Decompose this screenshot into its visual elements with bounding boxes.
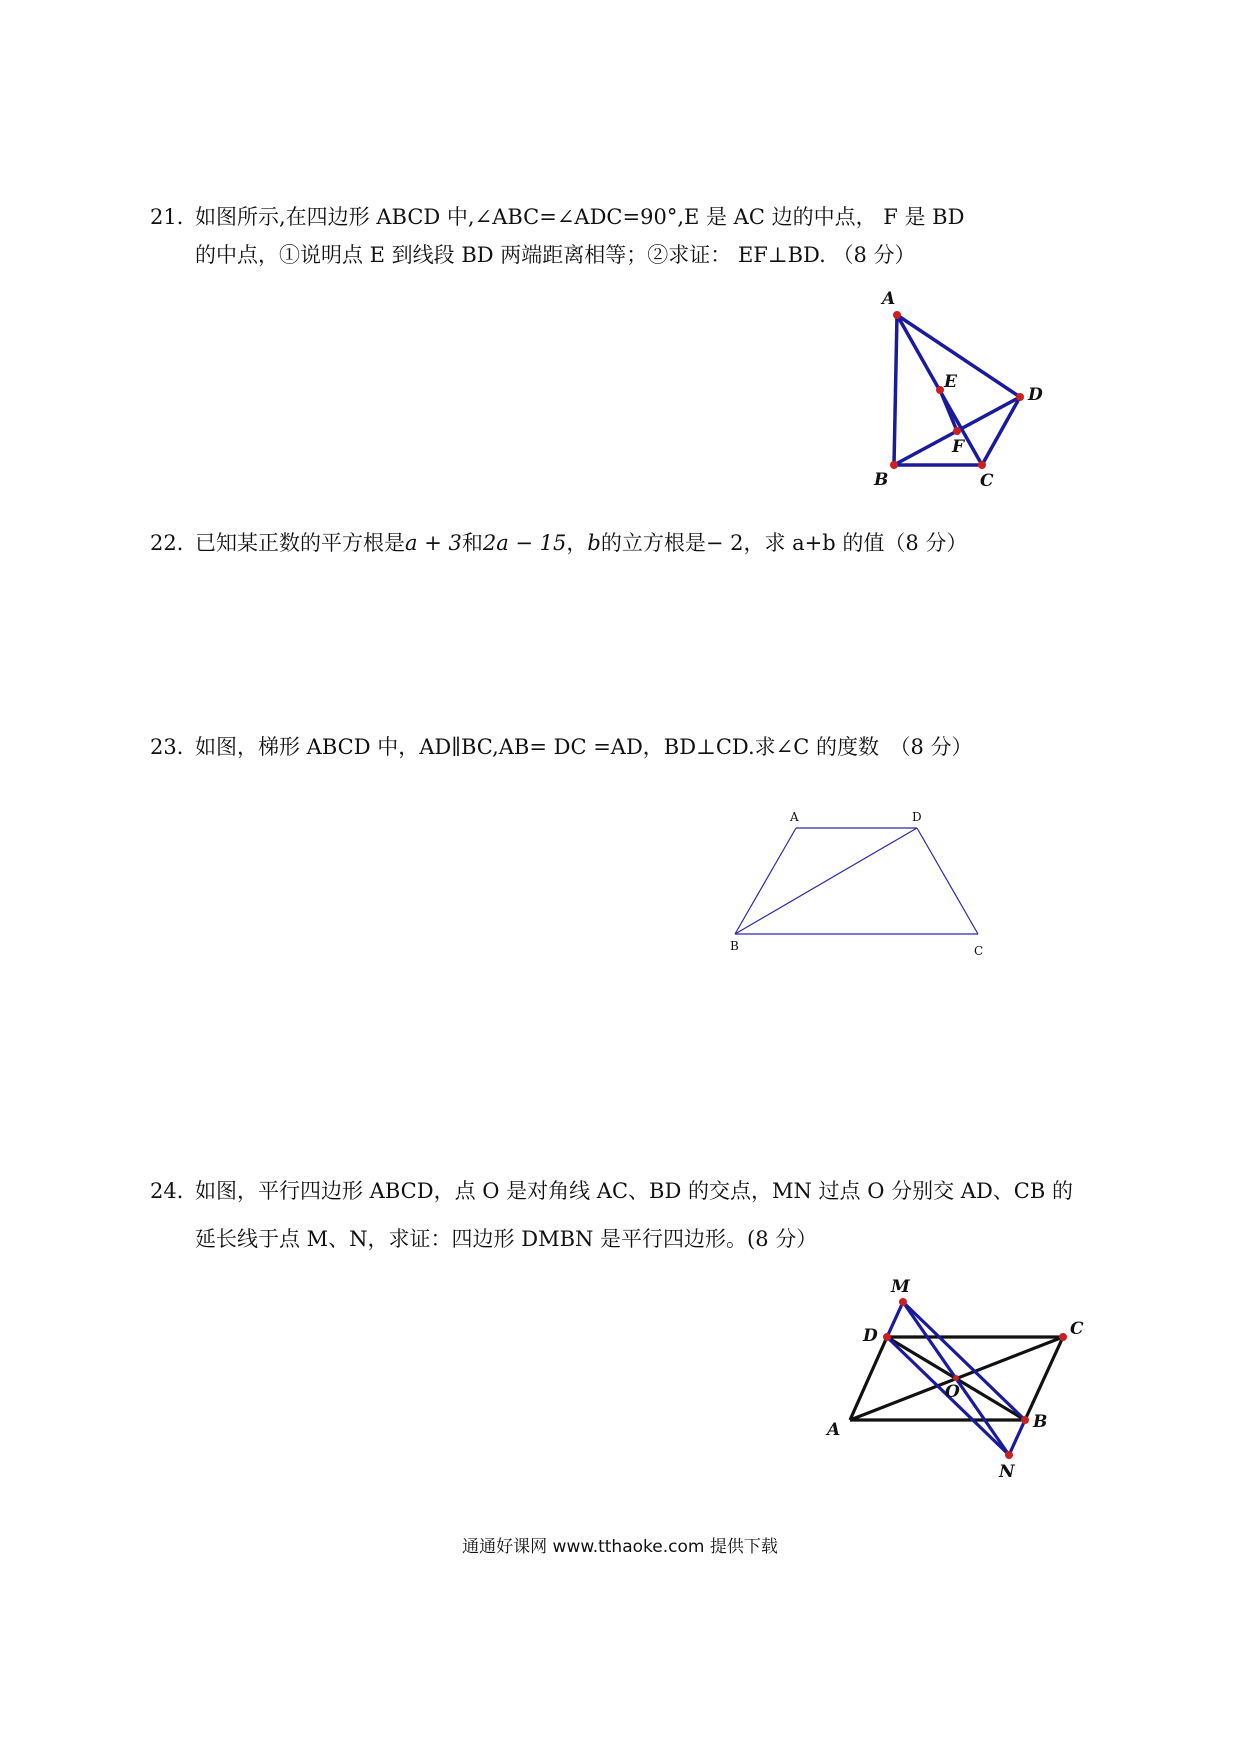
question-number: 24． xyxy=(150,1179,198,1203)
label-D: D xyxy=(912,810,922,824)
figure-23-svg xyxy=(720,805,1000,965)
question-21-line1 xyxy=(150,198,1090,236)
question-22 xyxy=(150,524,1090,562)
point-C xyxy=(1059,1333,1067,1341)
question-text: 如图，平行四边形 ABCD，点 O 是对角线 AC、BD 的交点，MN 过点 O 分别交 AD、CB 的 xyxy=(195,1179,1073,1203)
label-A: A xyxy=(827,1420,841,1440)
point-B xyxy=(890,461,898,469)
figure-21-svg xyxy=(860,285,1080,505)
label-A: A xyxy=(790,810,799,824)
point-A xyxy=(893,311,901,319)
question-text: 如图所示,在四边形 ABCD 中,∠ABC=∠ADC=90°,E 是 AC 边的中点， F 是 BD xyxy=(195,205,965,229)
point-M xyxy=(899,1298,907,1306)
question-text: 已知某正数的平方根是 xyxy=(195,531,405,555)
segment-MB xyxy=(903,1302,1025,1420)
point-B xyxy=(1021,1416,1029,1424)
math-expression: − 2 xyxy=(705,531,744,555)
point-C xyxy=(978,461,986,469)
label-B: B xyxy=(1033,1412,1048,1432)
point-E xyxy=(936,386,944,394)
label-O: O xyxy=(945,1382,960,1402)
segment-DA xyxy=(897,315,1020,397)
segment-AB xyxy=(735,828,796,934)
question-text: ，求 a+b 的值（8 分） xyxy=(743,531,968,555)
figure-21 xyxy=(860,285,1080,505)
question-number: 22． xyxy=(150,531,198,555)
label-F: F xyxy=(952,437,965,457)
point-N xyxy=(1005,1451,1013,1459)
question-text: ， xyxy=(566,531,588,555)
point-O xyxy=(953,1375,959,1381)
figure-24 xyxy=(815,1272,1095,1492)
segment-DM xyxy=(887,1302,903,1337)
segment-EF xyxy=(940,390,957,431)
page-footer: 通通好课网 www.tthaoke.com 提供下载 xyxy=(462,1537,778,1557)
math-expression: a + 3 xyxy=(405,531,462,555)
question-24 xyxy=(150,1172,1090,1258)
question-text: 和 xyxy=(461,531,483,555)
math-variable: b xyxy=(587,531,601,555)
segment-BN xyxy=(1009,1420,1025,1455)
label-E: E xyxy=(944,372,957,392)
label-C: C xyxy=(974,944,984,958)
label-C: C xyxy=(1070,1319,1084,1339)
label-B: B xyxy=(874,470,889,490)
label-N: N xyxy=(999,1462,1015,1482)
question-21-line2 xyxy=(150,236,1090,274)
question-text: 延长线于点 M、N，求证：四边形 DMBN 是平行四边形。(8 分） xyxy=(195,1227,818,1251)
question-23 xyxy=(150,728,1090,766)
segment-BD xyxy=(735,828,917,934)
figure-24-svg xyxy=(815,1272,1095,1492)
point-D xyxy=(883,1333,891,1341)
segment-DC xyxy=(917,828,978,934)
question-text: 的立方根是 xyxy=(600,531,706,555)
question-23-line1 xyxy=(150,728,1090,766)
question-21 xyxy=(150,198,1090,274)
question-text: 的中点，①说明点 E 到线段 BD 两端距离相等；②求证： EF⊥BD. （8 分） xyxy=(195,243,916,267)
math-expression: 2a − 15 xyxy=(482,531,567,555)
question-24-line1 xyxy=(150,1172,1090,1210)
label-D: D xyxy=(1028,385,1043,405)
point-D xyxy=(1016,393,1024,401)
question-number: 21． xyxy=(150,205,198,229)
point-F xyxy=(953,427,961,435)
label-C: C xyxy=(980,471,994,491)
question-24-line2 xyxy=(150,1220,1090,1258)
label-D: D xyxy=(863,1326,878,1346)
question-number: 23． xyxy=(150,735,198,759)
figure-23 xyxy=(720,805,1000,965)
label-A: A xyxy=(882,289,896,309)
label-M: M xyxy=(891,1277,910,1297)
segment-AB xyxy=(894,315,897,465)
label-B: B xyxy=(730,939,739,953)
question-text: 如图，梯形 ABCD 中，AD∥BC,AB= DC =AD，BD⊥CD.求∠C 的度数 （8 分） xyxy=(195,735,973,759)
question-22-line1 xyxy=(150,524,1090,562)
